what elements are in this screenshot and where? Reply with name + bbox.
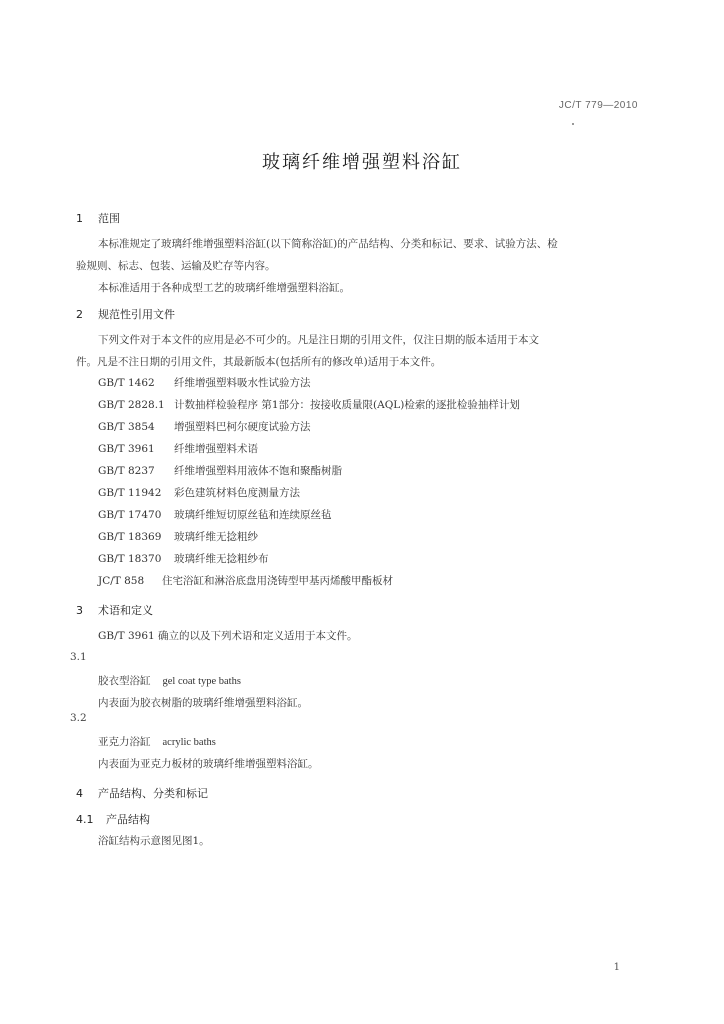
reference-name: 玻璃纤维无捻粗纱	[174, 531, 258, 543]
reference-item	[98, 529, 258, 544]
paragraph-line: 浴缸结构示意图见图1。	[98, 835, 210, 847]
term-definition: 内表面为胶衣树脂的玻璃纤维增强塑料浴缸。	[98, 697, 308, 709]
section-title: 范围	[98, 212, 120, 225]
reference-name: 纤维增强塑料吸水性试验方法	[174, 377, 311, 389]
term-entry	[98, 673, 241, 688]
section-1-heading	[76, 210, 120, 226]
term-cn: 胶衣型浴缸	[98, 675, 151, 687]
reference-code: GB/T 18370	[98, 553, 162, 565]
reference-name: 计数抽样检验程序 第1部分：按接收质量限(AQL)检索的逐批检验抽样计划	[174, 399, 520, 411]
term-en: gel coat type baths	[162, 676, 241, 687]
reference-item	[98, 419, 311, 434]
paragraph-line: GB/T 3961 确立的以及下列术语和定义适用于本文件。	[98, 630, 358, 642]
reference-item	[98, 463, 342, 478]
section-2-heading	[76, 306, 175, 322]
reference-code: GB/T 3961	[98, 443, 155, 455]
reference-code: JC/T 858	[98, 575, 145, 587]
term-definition: 内表面为亚克力板材的玻璃纤维增强塑料浴缸。	[98, 758, 319, 770]
reference-code: GB/T 2828.1	[98, 399, 165, 411]
section-title: 产品结构、分类和标记	[98, 787, 208, 800]
document-title: 玻璃纤维增强塑料浴缸	[262, 152, 462, 173]
section-2-paragraph	[76, 329, 642, 373]
scan-speck	[572, 123, 574, 125]
reference-code: GB/T 18369	[98, 531, 162, 543]
standard-code: JC/T 779—2010	[558, 100, 638, 111]
reference-name: 彩色建筑材料色度测量方法	[174, 487, 300, 499]
subsection-4-1-paragraph	[76, 830, 642, 852]
section-number: 3	[76, 604, 83, 617]
reference-item	[98, 573, 393, 588]
term-number: 3.1	[70, 651, 87, 663]
reference-item	[98, 397, 520, 412]
reference-name: 住宅浴缸和淋浴底盘用浇铸型甲基丙烯酸甲酯板材	[162, 575, 393, 587]
reference-code: GB/T 11942	[98, 487, 162, 499]
section-3-paragraph	[76, 625, 642, 647]
reference-item	[98, 507, 332, 522]
reference-code: GB/T 8237	[98, 465, 155, 477]
reference-code: GB/T 1462	[98, 377, 155, 389]
section-1-paragraph	[76, 233, 642, 299]
section-title: 规范性引用文件	[98, 308, 175, 321]
reference-item	[98, 551, 269, 566]
section-4-heading	[76, 785, 208, 801]
section-number: 2	[76, 308, 83, 321]
reference-name: 玻璃纤维无捻粗纱布	[174, 553, 269, 565]
paragraph-line: 件。凡是不注日期的引用文件，其最新版本(包括所有的修改单)适用于本文件。	[76, 356, 442, 368]
term-number: 3.2	[70, 712, 87, 724]
section-number: 1	[76, 212, 83, 225]
page-number: 1	[613, 962, 620, 973]
section-title: 术语和定义	[98, 604, 153, 617]
paragraph-line: 下列文件对于本文件的应用是必不可少的。凡是注日期的引用文件，仅注日期的版本适用于本文	[98, 334, 539, 346]
term-cn: 亚克力浴缸	[98, 736, 151, 748]
reference-item	[98, 485, 300, 500]
paragraph-line: 本标准规定了玻璃纤维增强塑料浴缸(以下简称浴缸)的产品结构、分类和标记、要求、试验方法、检	[98, 238, 558, 250]
reference-name: 纤维增强塑料术语	[174, 443, 258, 455]
reference-name: 玻璃纤维短切原丝毡和连续原丝毡	[174, 509, 332, 521]
term-entry	[98, 734, 216, 749]
reference-item	[98, 441, 258, 456]
reference-code: GB/T 3854	[98, 421, 155, 433]
paragraph-line: 本标准适用于各种成型工艺的玻璃纤维增强塑料浴缸。	[98, 282, 350, 294]
reference-item	[98, 375, 311, 390]
subsection-4-1-heading	[76, 811, 150, 827]
section-title: 产品结构	[106, 813, 150, 826]
reference-code: GB/T 17470	[98, 509, 162, 521]
section-number: 4.1	[76, 813, 94, 826]
section-number: 4	[76, 787, 83, 800]
paragraph-line: 验规则、标志、包装、运输及贮存等内容。	[76, 260, 276, 272]
reference-name: 增强塑料巴柯尔硬度试验方法	[174, 421, 311, 433]
reference-name: 纤维增强塑料用液体不饱和聚酯树脂	[174, 465, 342, 477]
term-en: acrylic baths	[162, 737, 216, 748]
section-3-heading	[76, 602, 153, 618]
